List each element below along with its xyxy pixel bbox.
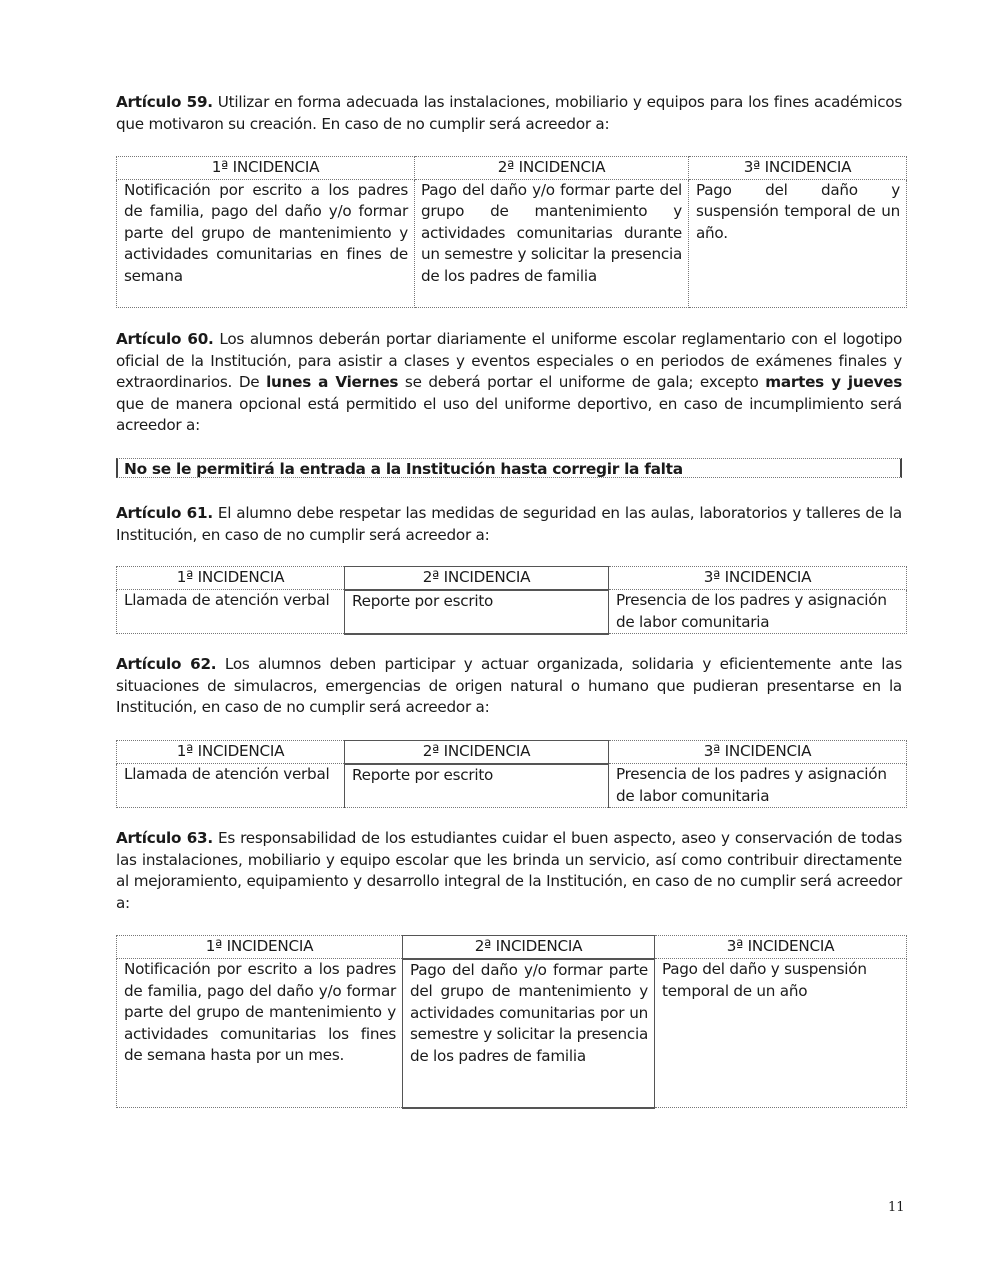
article-63-sanctions-table	[116, 935, 907, 1109]
page-number: 11	[888, 1200, 905, 1215]
cell-incidence-3: Pago del daño y suspensión temporal de un año.	[689, 179, 907, 307]
article-60	[116, 329, 902, 437]
article-60-days-bold: lunes a Viernes	[266, 373, 399, 391]
cell-incidence-1: Llamada de atención verbal	[117, 590, 345, 634]
article-63	[116, 828, 902, 914]
cell-incidence-2: Pago del daño y/o formar parte del grupo de mantenimiento y actividades comunitarias durante un semestre y solicitar la presencia de los padres de familia	[415, 179, 689, 307]
cell-incidence-3: Presencia de los padres y asignación de labor comunitaria	[609, 764, 907, 808]
cell-incidence-3: Pago del daño y suspensión temporal de un año	[655, 959, 907, 1108]
header-incidence-3: 3ª INCIDENCIA	[609, 567, 907, 590]
article-60-sanction-box: No se le permitirá la entrada a la Institución hasta corregir la falta	[116, 458, 902, 478]
article-61-text: El alumno debe respetar las medidas de seguridad en las aulas, laboratorios y talleres de la Institución, en caso de no cumplir será acreedor a:	[116, 504, 902, 544]
header-incidence-1: 1ª INCIDENCIA	[117, 936, 403, 959]
article-60-text: Los alumnos deberán portar diariamente el uniforme escolar reglamentario con el logotipo oficial de la Institución, para asistir a clases y eventos especiales o en periodos de exámenes finales y extraordinarios. De	[116, 330, 903, 391]
table-header-row	[117, 567, 907, 590]
header-incidence-1: 1ª INCIDENCIA	[117, 157, 415, 180]
table-header-row	[117, 741, 907, 764]
header-incidence-3: 3ª INCIDENCIA	[655, 936, 907, 959]
table-row	[117, 179, 907, 307]
article-59	[116, 92, 902, 135]
article-59-label: Artículo 59.	[116, 93, 213, 111]
header-incidence-3: 3ª INCIDENCIA	[689, 157, 907, 180]
article-62-text: Los alumnos deben participar y actuar organizada, solidaria y eficientemente ante las situaciones de simulacros, emergencias de origen natural o humano que pudieran presentarse en la Institución, en caso de no cumplir será acreedor a:	[116, 655, 902, 716]
cell-incidence-3: Presencia de los padres y asignación de labor comunitaria	[609, 590, 907, 634]
table-header-row	[117, 936, 907, 959]
article-60-text: que de manera opcional está permitido el uso del uniforme deportivo, en caso de incumplimiento será acreedor a:	[116, 394, 902, 434]
article-63-label: Artículo 63.	[116, 829, 213, 847]
header-incidence-3: 3ª INCIDENCIA	[609, 741, 907, 764]
cell-incidence-1: Notificación por escrito a los padres de familia, pago del daño y/o formar parte del grupo de mantenimiento y actividades comunitarias los fines de semana hasta por un mes.	[117, 959, 403, 1108]
header-incidence-2: 2ª INCIDENCIA	[415, 157, 689, 180]
cell-incidence-1: Llamada de atención verbal	[117, 764, 345, 808]
table-row	[117, 764, 907, 808]
cell-incidence-2: Reporte por escrito	[345, 764, 609, 808]
article-60-text: se deberá portar el uniforme de gala; excepto	[398, 373, 766, 391]
article-61-sanctions-table	[116, 566, 907, 635]
cell-incidence-1: Notificación por escrito a los padres de familia, pago del daño y/o formar parte del grupo de mantenimiento y actividades comunitarias en fines de semana	[117, 179, 415, 307]
article-61-label: Artículo 61.	[116, 504, 213, 522]
article-62-sanctions-table	[116, 740, 907, 808]
article-60-days-bold: martes y jueves	[765, 373, 902, 391]
article-60-label: Artículo 60.	[116, 330, 214, 348]
article-62	[116, 654, 902, 719]
header-incidence-1: 1ª INCIDENCIA	[117, 741, 345, 764]
article-62-label: Artículo 62.	[116, 655, 217, 673]
header-incidence-1: 1ª INCIDENCIA	[117, 567, 345, 590]
header-incidence-2: 2ª INCIDENCIA	[345, 567, 609, 590]
table-row	[117, 590, 907, 634]
cell-incidence-2: Reporte por escrito	[345, 590, 609, 634]
article-59-sanctions-table	[116, 156, 907, 308]
table-header-row	[117, 157, 907, 180]
header-incidence-2: 2ª INCIDENCIA	[403, 936, 655, 959]
article-63-text: Es responsabilidad de los estudiantes cuidar el buen aspecto, aseo y conservación de todas las instalaciones, mobiliario y equipo escolar que les brinda un servicio, así como contribuir directamente al mejoramiento, equipamiento y desarrollo integral de la Institución, en caso de no cumplir será acreedor a:	[116, 829, 902, 912]
table-row	[117, 959, 907, 1108]
article-59-text: Utilizar en forma adecuada las instalaciones, mobiliario y equipos para los fines académicos que motivaron su creación. En caso de no cumplir será acreedor a:	[116, 93, 902, 133]
article-61	[116, 503, 902, 546]
header-incidence-2: 2ª INCIDENCIA	[345, 741, 609, 764]
cell-incidence-2: Pago del daño y/o formar parte del grupo de mantenimiento y actividades comunitarias por un semestre y solicitar la presencia de los padres de familia	[403, 959, 655, 1108]
